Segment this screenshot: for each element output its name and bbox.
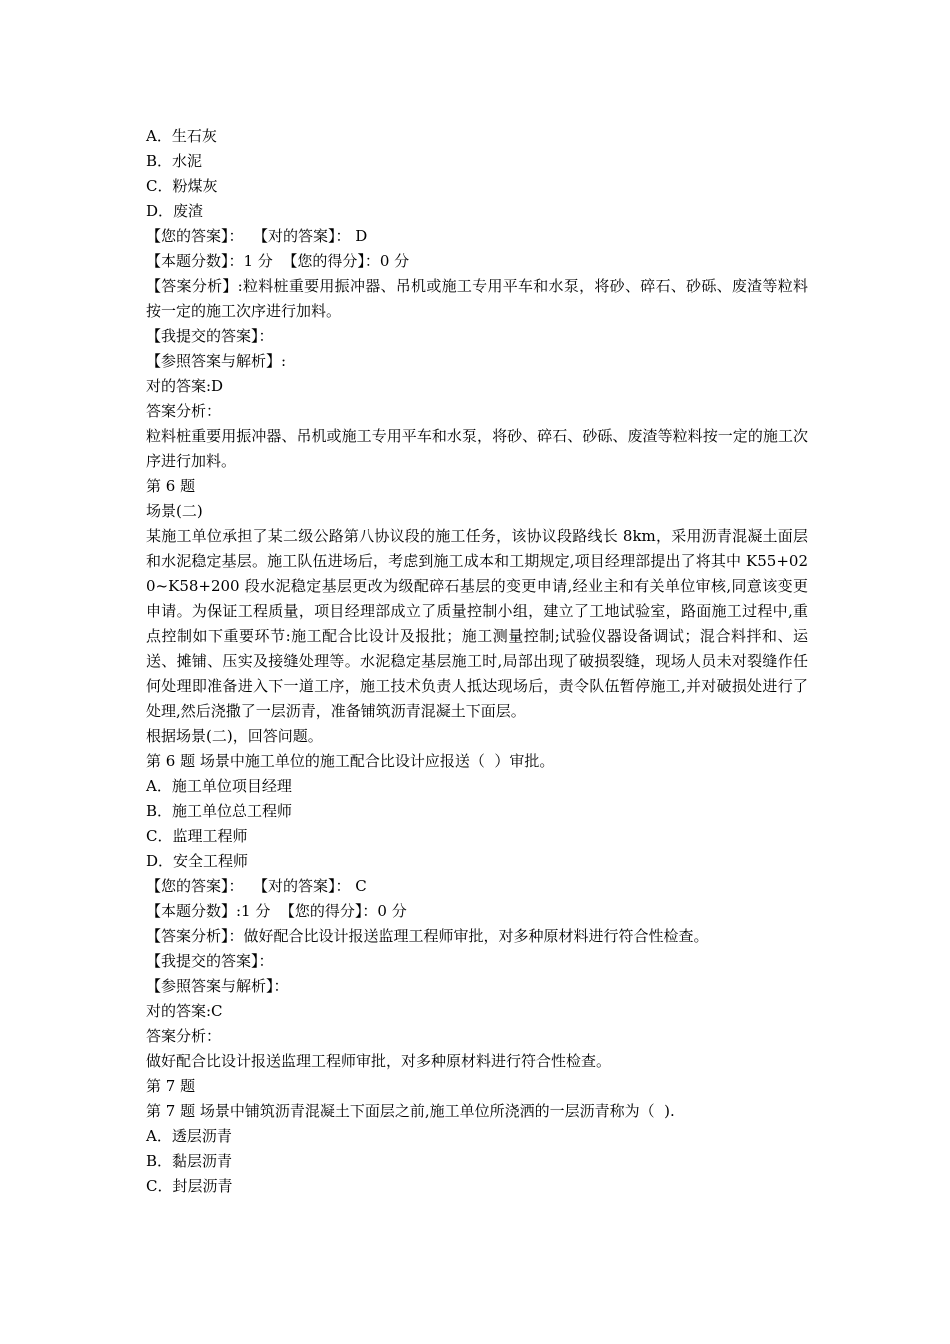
q6-correct-answer: 对的答案:C (146, 1002, 223, 1020)
q6-option-b: B．施工单位总工程师 (146, 802, 293, 820)
q6-option-a: A．施工单位项目经理 (146, 777, 292, 795)
q6-answer-line: 【您的答案】： 【对的答案】： C (146, 877, 367, 895)
q6-submitted: 【我提交的答案】： (146, 952, 274, 970)
q5-option-d: D．废渣 (146, 202, 204, 220)
q6-instruction: 根据场景(二)，回答问题。 (146, 727, 323, 745)
q5-score-line: 【本题分数】：1 分 【您的得分】：0 分 (146, 252, 410, 270)
q7-option-a: A．透层沥青 (146, 1127, 232, 1145)
q6-analysis-title: 答案分析： (146, 1027, 222, 1045)
q5-correct-answer: 对的答案:D (146, 377, 224, 395)
q6-option-c: C．监理工程师 (146, 827, 248, 845)
q6-scene-text: 某施工单位承担了某二级公路第八协议段的施工任务，该协议段路线长 8km，采用沥青混凝土面层和水泥稳定基层。施工队伍进场后，考虑到施工成本和工期规定,项目经理部提出了将其中 K55+020~K58+200 段水泥稳定基层更改为级配碎石基层的变更申请,经业主和有关单位审核,同意该变更申请。为保证工程质量，项目经理部成立了质量控制小组，建立了工地试验室，路面施工过程中,重点控制如下重要环节:施工配合比设计及报批；施工测量控制;试验仪器设备调试；混合料拌和、运送、摊铺、压实及接缝处理等。水泥稳定基层施工时,局部出现了破损裂缝，现场人员未对裂缝作任何处理即准备进入下一道工序，施工技术负责人抵达现场后，责令队伍暂停施工,并对破损处进行了处理,然后浇撒了一层沥青，准备铺筑沥青混凝土下面层。 (146, 527, 808, 720)
q5-analysis-title: 答案分析： (146, 402, 222, 420)
q5-analysis-body: 粒料桩重要用振冲器、吊机或施工专用平车和水泵，将砂、碎石、砂砾、废渣等粒料按一定的施工次序进行加料。 (146, 427, 808, 470)
document-page (146, 124, 808, 1199)
q7-heading: 第 7 题 (146, 1077, 196, 1095)
q6-analysis-body: 做好配合比设计报送监理工程师审批，对多种原材料进行符合性检查。 (146, 1052, 612, 1070)
q6-question: 第 6 题 场景中施工单位的施工配合比设计应报送（ ）审批。 (146, 752, 555, 770)
q5-option-b: B．水泥 (146, 152, 203, 170)
q5-answer-line: 【您的答案】： 【对的答案】： D (146, 227, 368, 245)
q6-scene-title: 场景(二) (146, 502, 203, 520)
q5-reference-title: 【参照答案与解析】: (146, 352, 287, 370)
q5-option-c: C．粉煤灰 (146, 177, 218, 195)
q5-analysis: 【答案分析】:粒料桩重要用振冲器、吊机或施工专用平车和水泵，将砂、碎石、砂砾、废渣等粒料按一定的施工次序进行加料。 (146, 277, 808, 320)
q6-reference-title: 【参照答案与解析】： (146, 977, 289, 995)
q7-question: 第 7 题 场景中铺筑沥青混凝土下面层之前,施工单位所浇洒的一层沥青称为（ ). (146, 1102, 675, 1120)
q6-heading: 第 6 题 (146, 477, 196, 495)
q7-option-c: C．封层沥青 (146, 1177, 233, 1195)
q5-submitted: 【我提交的答案】： (146, 327, 274, 345)
q6-score-line: 【本题分数】:1 分 【您的得分】：0 分 (146, 902, 407, 920)
q6-option-d: D．安全工程师 (146, 852, 249, 870)
q7-option-b: B．黏层沥青 (146, 1152, 233, 1170)
q5-option-a: A．生石灰 (146, 127, 217, 145)
q6-analysis: 【答案分析】：做好配合比设计报送监理工程师审批，对多种原材料进行符合性检查。 (146, 927, 709, 945)
